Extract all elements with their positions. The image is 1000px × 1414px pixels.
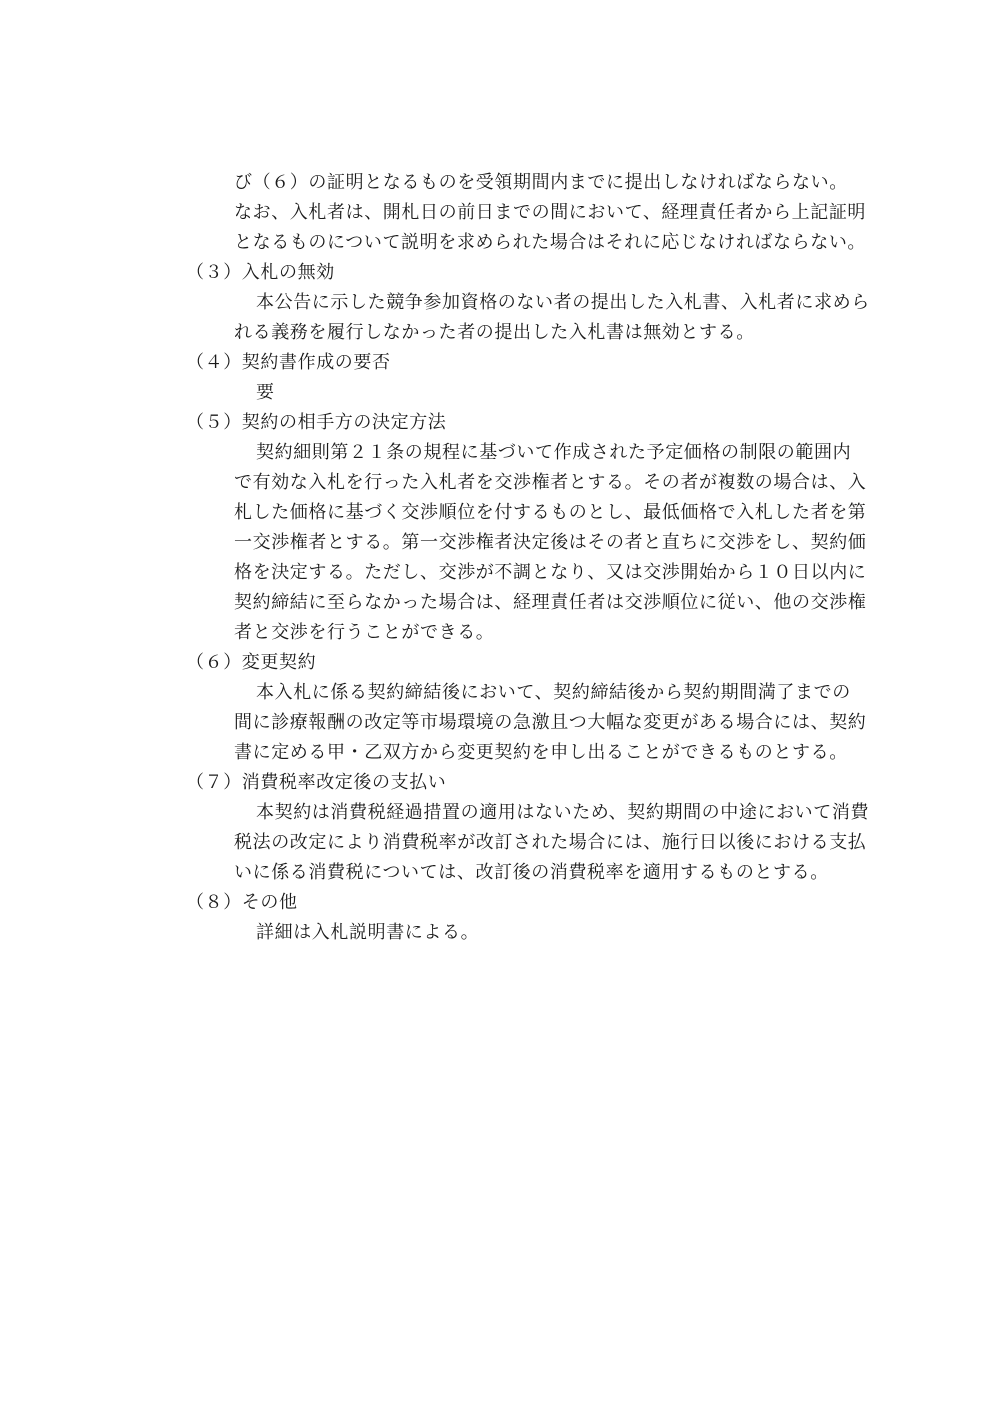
section-5-line-5: 格を決定する。ただし、交渉が不調となり、又は交渉開始から１０日以内に: [234, 562, 867, 583]
carryover-line-2: なお、入札者は、開札日の前日までの間において、経理責任者から上記証明: [234, 202, 867, 223]
section-6-line-3: 書に定める甲・乙双方から変更契約を申し出ることができるものとする。: [234, 742, 848, 763]
section-7-line-1: 本契約は消費税経過措置の適用はないため、契約期間の中途において消費: [256, 802, 870, 823]
section-7-line-3: いに係る消費税については、改訂後の消費税率を適用するものとする。: [234, 862, 829, 883]
section-3-line-2: れる義務を履行しなかった者の提出した入札書は無効とする。: [234, 322, 755, 343]
section-3-line-1: 本公告に示した競争参加資格のない者の提出した入札書、入札者に求めら: [256, 292, 870, 313]
section-6-line-1: 本入札に係る契約締結後において、契約締結後から契約期間満了までの: [256, 682, 851, 703]
section-5-line-3: 札した価格に基づく交渉順位を付するものとし、最低価格で入札した者を第: [234, 502, 867, 523]
section-5-line-6: 契約締結に至らなかった場合は、経理責任者は交渉順位に従い、他の交渉権: [234, 592, 867, 613]
section-4-heading: （４）契約書作成の要否: [186, 352, 391, 373]
section-6-line-2: 間に診療報酬の改定等市場環境の急激且つ大幅な変更がある場合には、契約: [234, 712, 867, 733]
section-8-heading: （８）その他: [186, 892, 298, 913]
section-5-line-7: 者と交渉を行うことができる。: [234, 622, 495, 643]
section-7-line-2: 税法の改定により消費税率が改訂された場合には、施行日以後における支払: [234, 832, 867, 853]
section-5-line-2: で有効な入札を行った入札者を交渉権者とする。その者が複数の場合は、入: [234, 472, 867, 493]
section-3-heading: （３）入札の無効: [186, 262, 335, 283]
carryover-line-1: び（６）の証明となるものを受領期間内までに提出しなければならない。: [234, 172, 848, 193]
section-7-heading: （７）消費税率改定後の支払い: [186, 772, 447, 793]
section-5-heading: （５）契約の相手方の決定方法: [186, 412, 447, 433]
section-4-line-1: 要: [256, 382, 275, 403]
carryover-line-3: となるものについて説明を求められた場合はそれに応じなければならない。: [234, 232, 867, 253]
section-5-line-1: 契約細則第２１条の規程に基づいて作成された予定価格の制限の範囲内: [256, 442, 852, 463]
section-8-line-1: 詳細は入札説明書による。: [256, 922, 480, 943]
section-5-line-4: 一交渉権者とする。第一交渉権者決定後はその者と直ちに交渉をし、契約価: [234, 532, 867, 553]
section-6-heading: （６）変更契約: [186, 652, 317, 673]
